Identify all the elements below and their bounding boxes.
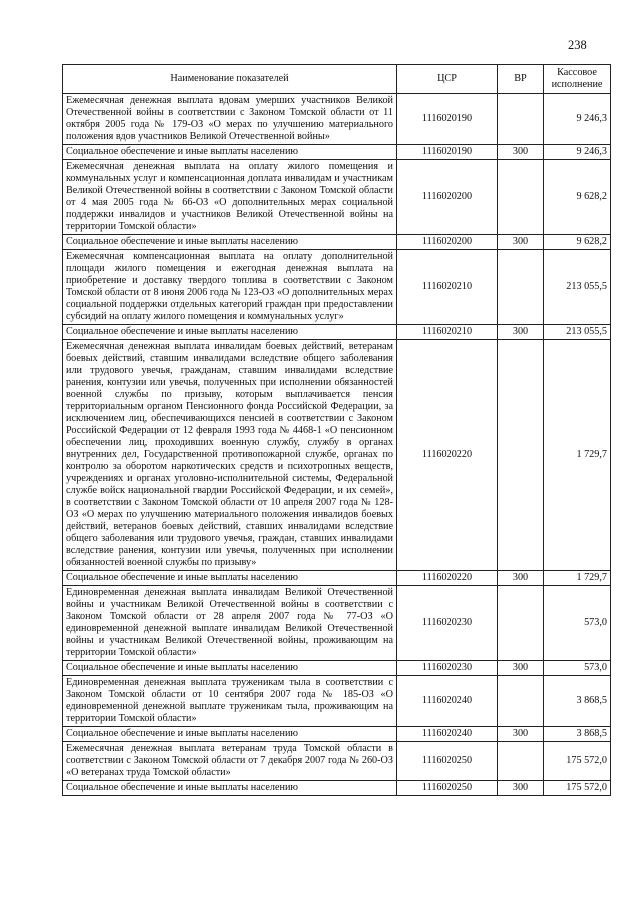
row-name-cell: Социальное обеспечение и иные выплаты населению	[63, 727, 397, 742]
table-header-row	[63, 65, 611, 94]
table-row	[63, 586, 611, 661]
row-csr-cell: 1116020190	[397, 94, 498, 145]
row-amount-cell: 9 246,3	[544, 94, 611, 145]
row-amount-cell: 3 868,5	[544, 676, 611, 727]
table-row	[63, 661, 611, 676]
row-vr-cell: 300	[498, 145, 544, 160]
row-name-cell: Социальное обеспечение и иные выплаты населению	[63, 781, 397, 796]
table-body	[63, 94, 611, 796]
row-csr-cell: 1116020240	[397, 676, 498, 727]
table-row	[63, 250, 611, 325]
row-csr-cell: 1116020230	[397, 586, 498, 661]
row-vr-cell: 300	[498, 781, 544, 796]
row-amount-cell: 573,0	[544, 661, 611, 676]
row-vr-cell	[498, 250, 544, 325]
row-csr-cell: 1116020200	[397, 235, 498, 250]
row-name-cell: Единовременная денежная выплата труженикам тыла в соответствии с Законом Томской области от 10 сентября 2007 года № 185-ОЗ «О единовременной денежной выплате труженикам тыла, проживающим на территории Томской области»	[63, 676, 397, 727]
row-name-cell: Единовременная денежная выплата инвалидам Великой Отечественной войны и участникам Великой Отечественной войны в соответствии с Законом Томской области от 28 апреля 2007 года № 77-ОЗ «О единовременной денежной выплате инвалидам Великой Отечественной войны и участникам Великой Отечественной войны, проживающим на территории Томской области»	[63, 586, 397, 661]
table-row	[63, 742, 611, 781]
row-csr-cell: 1116020250	[397, 742, 498, 781]
row-amount-cell: 9 628,2	[544, 235, 611, 250]
header-amount: Кассовое исполнение	[544, 65, 611, 94]
table-row	[63, 160, 611, 235]
row-amount-cell: 9 628,2	[544, 160, 611, 235]
row-vr-cell: 300	[498, 661, 544, 676]
row-vr-cell	[498, 742, 544, 781]
table-row	[63, 340, 611, 571]
row-vr-cell: 300	[498, 235, 544, 250]
table-row	[63, 94, 611, 145]
row-amount-cell: 213 055,5	[544, 325, 611, 340]
row-name-cell: Ежемесячная денежная выплата ветеранам труда Томской области в соответствии с Законом Томской области от 7 декабря 2007 года № 260-ОЗ «О ветеранах труда Томской области»	[63, 742, 397, 781]
row-amount-cell: 573,0	[544, 586, 611, 661]
row-amount-cell: 9 246,3	[544, 145, 611, 160]
row-vr-cell: 300	[498, 571, 544, 586]
row-csr-cell: 1116020250	[397, 781, 498, 796]
row-vr-cell: 300	[498, 325, 544, 340]
row-vr-cell	[498, 340, 544, 571]
row-name-cell: Социальное обеспечение и иные выплаты населению	[63, 145, 397, 160]
table-row	[63, 571, 611, 586]
row-name-cell: Социальное обеспечение и иные выплаты населению	[63, 571, 397, 586]
row-name-cell: Социальное обеспечение и иные выплаты населению	[63, 661, 397, 676]
row-amount-cell: 175 572,0	[544, 781, 611, 796]
row-vr-cell: 300	[498, 727, 544, 742]
table-row	[63, 676, 611, 727]
row-csr-cell: 1116020200	[397, 160, 498, 235]
row-csr-cell: 1116020210	[397, 325, 498, 340]
row-csr-cell: 1116020190	[397, 145, 498, 160]
row-name-cell: Социальное обеспечение и иные выплаты населению	[63, 325, 397, 340]
row-name-cell: Ежемесячная денежная выплата на оплату жилого помещения и коммунальных услуг и компенсационная доплата инвалидам и участникам Великой Отечественной войны в соответствии с Законом Томской области от 4 мая 2005 года № 66-ОЗ «О дополнительных мерах социальной поддержки инвалидов и участников Великой Отечественной войны на территории Томской области»	[63, 160, 397, 235]
header-csr: ЦСР	[397, 65, 498, 94]
budget-table	[62, 64, 611, 796]
page-number: 238	[568, 38, 587, 52]
row-amount-cell: 175 572,0	[544, 742, 611, 781]
row-name-cell: Социальное обеспечение и иные выплаты населению	[63, 235, 397, 250]
header-name: Наименование показателей	[63, 65, 397, 94]
row-amount-cell: 3 868,5	[544, 727, 611, 742]
row-amount-cell: 213 055,5	[544, 250, 611, 325]
row-name-cell: Ежемесячная компенсационная выплата на оплату дополнительной площади жилого помещения и ежегодная денежная выплата на приобретение и доставку твердого топлива в соответствии с Законом Томской области от 8 июня 2006 года № 123-ОЗ «О дополнительных мерах социальной поддержки отдельных категорий граждан при предоставлении субсидий на оплату жилого помещения и коммунальных услуг»	[63, 250, 397, 325]
row-amount-cell: 1 729,7	[544, 571, 611, 586]
row-csr-cell: 1116020220	[397, 340, 498, 571]
row-vr-cell	[498, 160, 544, 235]
row-vr-cell	[498, 676, 544, 727]
row-csr-cell: 1116020220	[397, 571, 498, 586]
row-vr-cell	[498, 94, 544, 145]
row-name-cell: Ежемесячная денежная выплата инвалидам боевых действий, ветеранам боевых действий, ставшим инвалидами вследствие общего заболевания или трудового увечья, гражданам, ставшим инвалидами вследствие ранения, контузии или увечья, полученных при исполнении обязанностей военной службы по призыву, которым выплачивается пенсия территориальным органом Пенсионного фонда Российской Федерации, за исключением лиц, обеспечивающихся пенсией в соответствии с Законом Российской Федерации от 12 февраля 1993 года № 4468-1 «О пенсионном обеспечении лиц, проходивших военную службу, службу в органах внутренних дел, Государственной противопожарной службе, органах по контролю за оборотом наркотических средств и психотропных веществ, учреждениях и органах уголовно-исполнительной системы, Федеральной службе войск национальной гвардии Российской Федерации, и их семей», в соответствии с Законом Томской области от 10 апреля 2007 года № 128-ОЗ «О мерах по улучшению материального положения инвалидов боевых действий, ветеранов боевых действий, ставших инвалидами вследствие общего заболевания или трудового увечья, граждан, ставших инвалидами вследствие ранения, контузии или увечья, полученных при исполнении обязанностей военной службы по призыву»	[63, 340, 397, 571]
table-row	[63, 781, 611, 796]
row-amount-cell: 1 729,7	[544, 340, 611, 571]
row-csr-cell: 1116020240	[397, 727, 498, 742]
table-row	[63, 145, 611, 160]
row-vr-cell	[498, 586, 544, 661]
row-csr-cell: 1116020230	[397, 661, 498, 676]
table-row	[63, 325, 611, 340]
table-row	[63, 727, 611, 742]
table-row	[63, 235, 611, 250]
row-name-cell: Ежемесячная денежная выплата вдовам умерших участников Великой Отечественной войны в соответствии с Законом Томской области от 11 октября 2005 года № 179-ОЗ «О мерах по улучшению материального положения вдов участников Великой Отечественной войны»	[63, 94, 397, 145]
row-csr-cell: 1116020210	[397, 250, 498, 325]
header-vr: ВР	[498, 65, 544, 94]
